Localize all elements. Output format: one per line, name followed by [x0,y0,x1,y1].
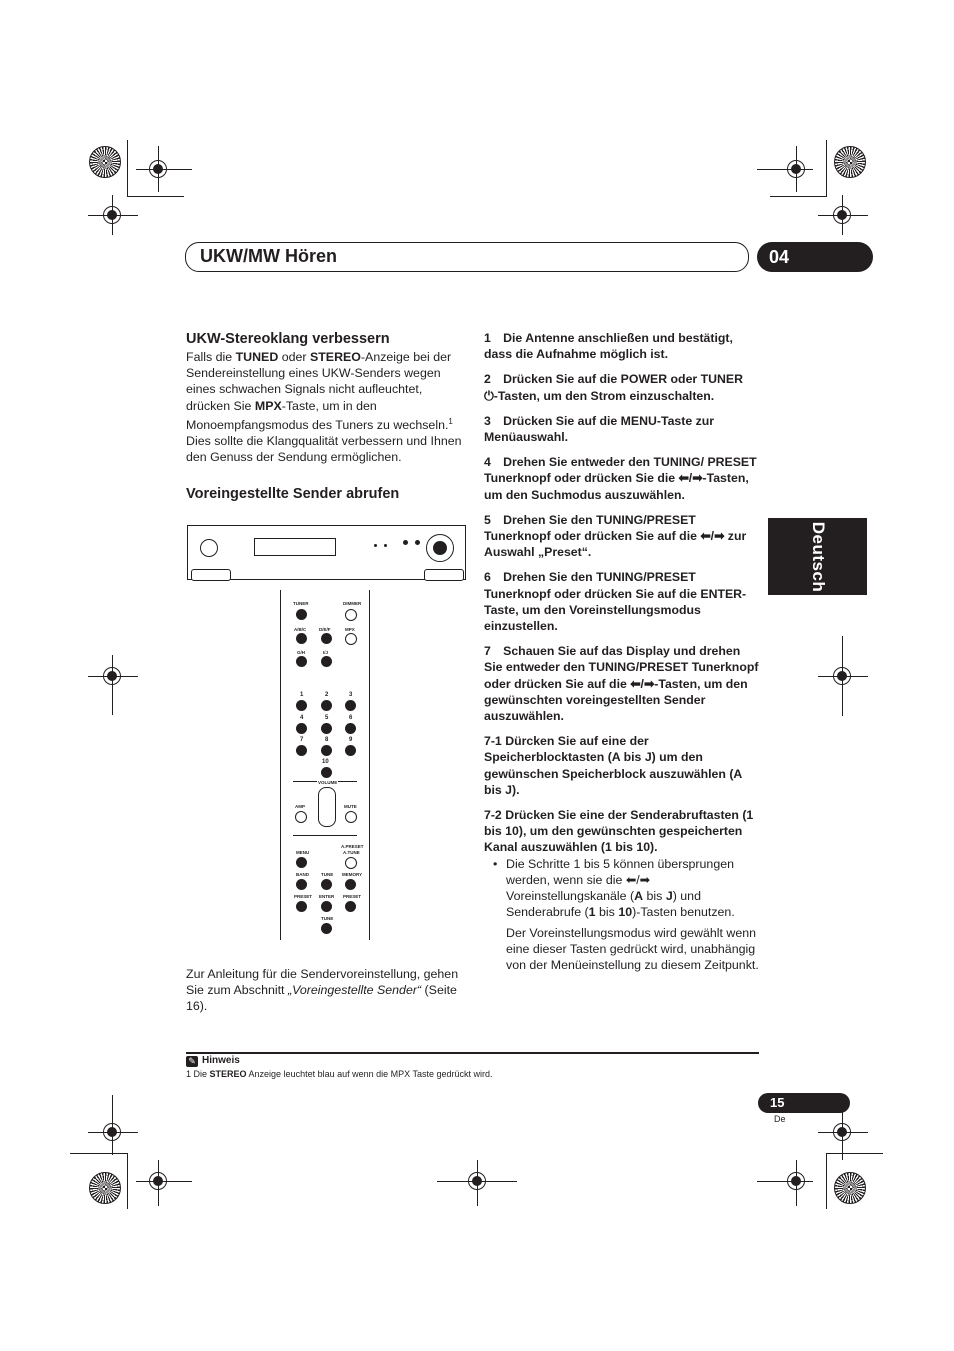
tune-down-button [321,923,332,934]
right-column [484,330,759,973]
amp-power-button [295,811,307,823]
tuning-knob-icon [426,534,454,562]
preset-right-button [345,901,356,912]
step-7-1: 7-1 Dürcken Sie auf eine der Speicherblocktasten (A bis J) um den gewünschen Speicherblock auszuwählen (A bis J). [484,734,742,797]
preset-left-button [296,901,307,912]
device-foot [191,569,231,581]
crosshair-icon [833,667,851,685]
stereo-paragraph: Falls die TUNED oder STEREO-Anzeige bei der Sendereinstellung eines UKW-Senders wegen eines schwachen Signals nicht aufleuchtet, drücken Sie MPX-Taste, um in den Monoempfangsmodus des Tuners zu wechseln.$^1$ Dies sollte die Klangqualität verbessern und Ihnen den Genuss der Sendung ermöglichen. [186,350,462,465]
apreset-button [345,857,357,869]
language-tab-label: Deutsch [808,521,828,592]
bullet-followup: Der Voreinstellungsmodus wird gewählt wenn eine dieser Tasten gedrückt wird, unabhängig von der Menüeinstellung zu diesem Zeitpunkt. [506,925,759,972]
note-pencil-icon: ✎ [186,1056,198,1067]
left-column [186,331,466,502]
step-7-2: 7-2 Drücken Sie eine der Senderabruftasten (1 bis 10), um den gewünschten gespeicherten Kanal auszuwählen (1 bis 10). [484,808,754,855]
chapter-number: 04 [757,242,873,272]
crosshair-icon [103,667,121,685]
preset-caption: Zur Anleitung für die Sendervoreinstellung, gehen Sie zum Abschnitt „Voreingestellte Sender“ (Seite 16). [186,967,459,1014]
tune-up-button [321,879,332,890]
note-title: Hinweis [202,1055,240,1066]
crosshair-icon [103,206,121,224]
crosshair-icon [833,206,851,224]
step-5: 5 Drehen Sie den TUNING/PRESET Tunerknopf oder drücken Sie auf die ⬅/➡ zur Auswahl „Preset“. [484,512,747,560]
page-number: 15 [758,1093,850,1113]
step-4: 4 Drehen Sie entweder den TUNING/ PRESET Tunerknopf oder drücken Sie die ⬅/➡-Tasten, um den Suchmodus auszuwählen. [484,455,757,502]
note-divider [186,1052,759,1054]
language-tab [768,518,867,595]
device-foot [424,569,464,581]
step-1: 1 Die Antenne anschließen und bestätigt, dass die Aufnahme möglich ist. [484,331,733,362]
crosshair-icon [787,160,805,178]
page-language: De [774,1114,786,1124]
section-heading-presets: Voreingestellte Sender abrufen [186,485,400,502]
preset-block-gh-button [296,656,307,667]
crosshair-icon [833,1123,851,1141]
remote-control-illustration: TUNER DIMMER A/B/C D/E/F MPX G/H I/J 1 2 3 4 5 6 7 8 9 10 VOLUME AMP MUTE MENU A.PRESET A.TUNE BAND TUNE MEMORY PRESET ENTER PRESET TUNE [280,590,370,940]
menu-button [296,857,307,868]
preset-block-ij-button [321,656,332,667]
step-7: 7 Schauen Sie auf das Display und drehen Sie entweder den TUNING/PRESET Tunerknopf oder drücken Sie auf die ⬅/➡-Tasten, um den gewünschten voreingestellten Sender auszuwählen. [484,644,759,724]
crosshair-icon [787,1172,805,1190]
preset-block-def-button [321,633,332,644]
step-2: 2 Drücken Sie auf die POWER oder TUNER ⏻-Tasten, um den Strom einzuschalten. [484,372,743,403]
tuner-power-button [296,609,307,620]
registration-star-icon [834,1172,866,1204]
crosshair-icon [149,160,167,178]
volume-rocker [318,787,336,827]
step-6: 6 Drehen Sie den TUNING/PRESET Tunerknopf oder drücken Sie auf die ENTER-Taste, um den Voreinstellungsmodus einzustellen. [484,570,747,634]
chapter-title: UKW/MW Hören [200,246,337,266]
bullet-icon: • [493,856,498,871]
preset-block-abc-button [296,633,307,644]
registration-star-icon [89,1172,121,1204]
registration-star-icon [89,146,121,178]
step-3: 3 Drücken Sie auf die MENU-Taste zur Menüauswahl. [484,413,715,445]
power-knob-icon [200,539,218,557]
dimmer-button [345,609,357,621]
enter-button [321,901,332,912]
section-heading-stereo: UKW-Stereoklang verbessern [186,331,390,347]
registration-star-icon [834,146,866,178]
note-text: 1 Die STEREO Anzeige leuchtet blau auf wenn die MPX Taste gedrückt wird. [186,1069,493,1079]
band-button [296,879,307,890]
crosshair-icon [149,1172,167,1190]
mpx-button [345,633,357,645]
crosshair-icon [468,1172,486,1190]
mute-button [345,811,357,823]
memory-button [345,879,356,890]
bullet-item: • Die Schritte 1 bis 5 können übersprungen werden, wenn sie die ⬅/➡ Voreinstellungskanäle (A bis J) und Senderabrufe (1 bis 10)-Tasten benutzen. [493,856,735,920]
display-window [254,538,336,556]
crosshair-icon [103,1123,121,1141]
